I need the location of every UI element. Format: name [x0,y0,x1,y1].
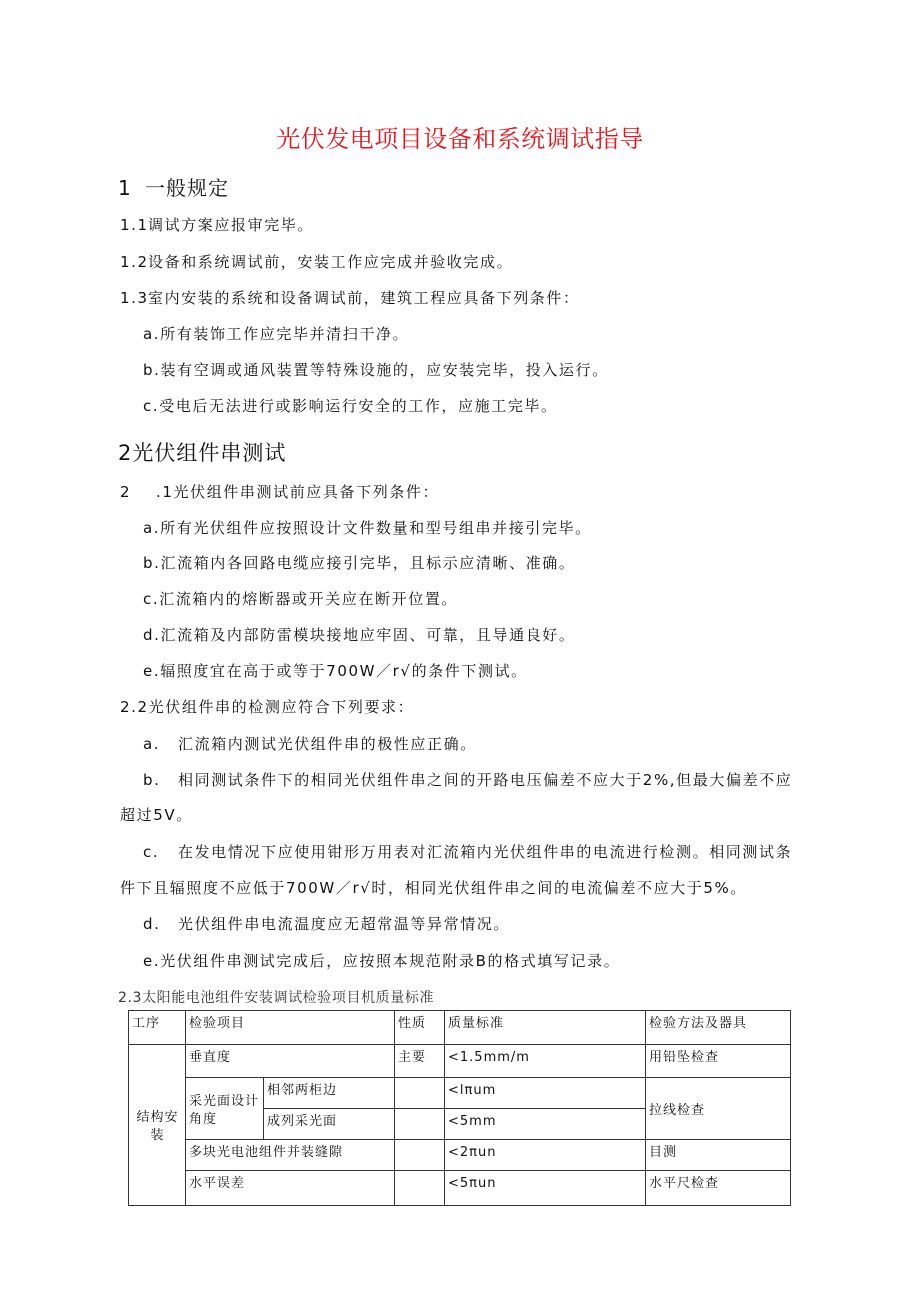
clause-num: 2 [120,483,132,501]
section-2-heading: 2光伏组件串测试 [118,441,287,465]
sub-item: b.装有空调或通风装置等特殊设施的，应安装完毕，投入运行。 [143,361,609,379]
table-row [129,1171,791,1206]
sub-item-cont: 件下且辐照度不应低于700W／r√时，相同光伏组件串之间的电流偏差不应大于5%。 [120,879,747,897]
nature-cell [395,1171,445,1206]
sub-item: b.汇流箱内各回路电缆应接引完毕，且标示应清晰、准确。 [143,554,576,572]
header-cell: 检验项目 [186,1011,395,1045]
sub-item: d.汇流箱及内部防雷模块接地应牢固、可靠，且导通良好。 [143,626,576,644]
group-cell: 采光面设计角度 [186,1078,264,1140]
table-row [129,1078,791,1109]
sub-item: e.光伏组件串测试完成后，应按照本规范附录B的格式填写记录。 [143,952,621,970]
method-cell: 目测 [646,1140,791,1171]
standard-cell: <5πun [445,1171,646,1206]
clause-text: 室内安装的系统和设备调试前，建筑工程应具备下列条件： [148,289,580,307]
sub-label: c. [143,843,160,861]
process-cell: 结构安装 [129,1045,186,1206]
sub-item: c.受电后无法进行或影响运行安全的工作，应施工完毕。 [143,397,558,415]
item-cell: 成列采光面 [264,1109,395,1140]
sub-item: a.所有光伏组件应按照设计文件数量和型号组串并接引完毕。 [143,519,592,537]
document-title: 光伏发电项目设备和系统调试指导 [276,125,644,153]
method-cell: 用铅坠检查 [646,1045,791,1078]
sub-item: 光伏组件串电流温度应无超常温等异常情况。 [178,915,511,933]
standard-cell: <5mm [445,1109,646,1140]
table-caption: 2.3太阳能电池组件安装调试检验项目机质量标准 [118,990,435,1006]
section-1-number: 1 [118,176,132,200]
header-cell: 检验方法及器具 [646,1011,791,1045]
standard-cell: <lπum [445,1078,646,1109]
quality-standard-table [128,1010,791,1206]
sub-label: d. [143,915,161,933]
sub-label: a. [143,735,161,753]
clause-text: 设备和系统调试前，安装工作应完成并验收完成。 [148,253,514,271]
header-cell: 工序 [129,1011,186,1045]
table-row [129,1045,791,1078]
section-1-heading: 一般规定 [145,176,229,200]
nature-cell [395,1078,445,1109]
sub-item: e.辐照度宜在高于或等于700W／r√的条件下测试。 [143,662,528,680]
sub-item: c.汇流箱内的熔断器或开关应在断开位置。 [143,590,459,608]
item-cell: 水平误差 [186,1171,395,1206]
nature-cell [395,1140,445,1171]
nature-cell [395,1109,445,1140]
item-cell: 垂直度 [186,1045,395,1078]
standard-cell: <2πun [445,1140,646,1171]
clause-num: 1.3 [120,289,149,307]
clause-text: 2.2光伏组件串的检测应符合下列要求： [120,698,415,716]
header-cell: 质量标准 [445,1011,646,1045]
clause-text: .1光伏组件串测试前应具备下列条件： [156,483,440,501]
clause-text: 调试方案应报审完毕。 [148,216,315,234]
table-header-row [129,1011,791,1045]
nature-cell: 主要 [395,1045,445,1078]
clause-num: 1.2 [120,253,149,271]
sub-item: a.所有装饰工作应完毕并清扫干净。 [143,325,410,343]
clause-num: 1.1 [120,216,149,234]
method-cell: 拉线检查 [646,1078,791,1140]
method-cell: 水平尺检查 [646,1171,791,1206]
sub-item: 相同测试条件下的相同光伏组件串之间的开路电压偏差不应大于2%,但最大偏差不应 [178,771,793,789]
standard-cell: <1.5mm/m [445,1045,646,1078]
table-row [129,1140,791,1171]
header-cell: 性质 [395,1011,445,1045]
item-cell: 多块光电池组件并装缝隙 [186,1140,395,1171]
sub-item: 在发电情况下应使用钳形万用表对汇流箱内光伏组件串的电流进行检测。相同测试条 [178,843,793,861]
sub-label: b. [143,771,161,789]
sub-item: 汇流箱内测试光伏组件串的极性应正确。 [178,735,477,753]
item-cell: 相邻两柜边 [264,1078,395,1109]
sub-item-cont: 超过5V。 [120,806,193,824]
